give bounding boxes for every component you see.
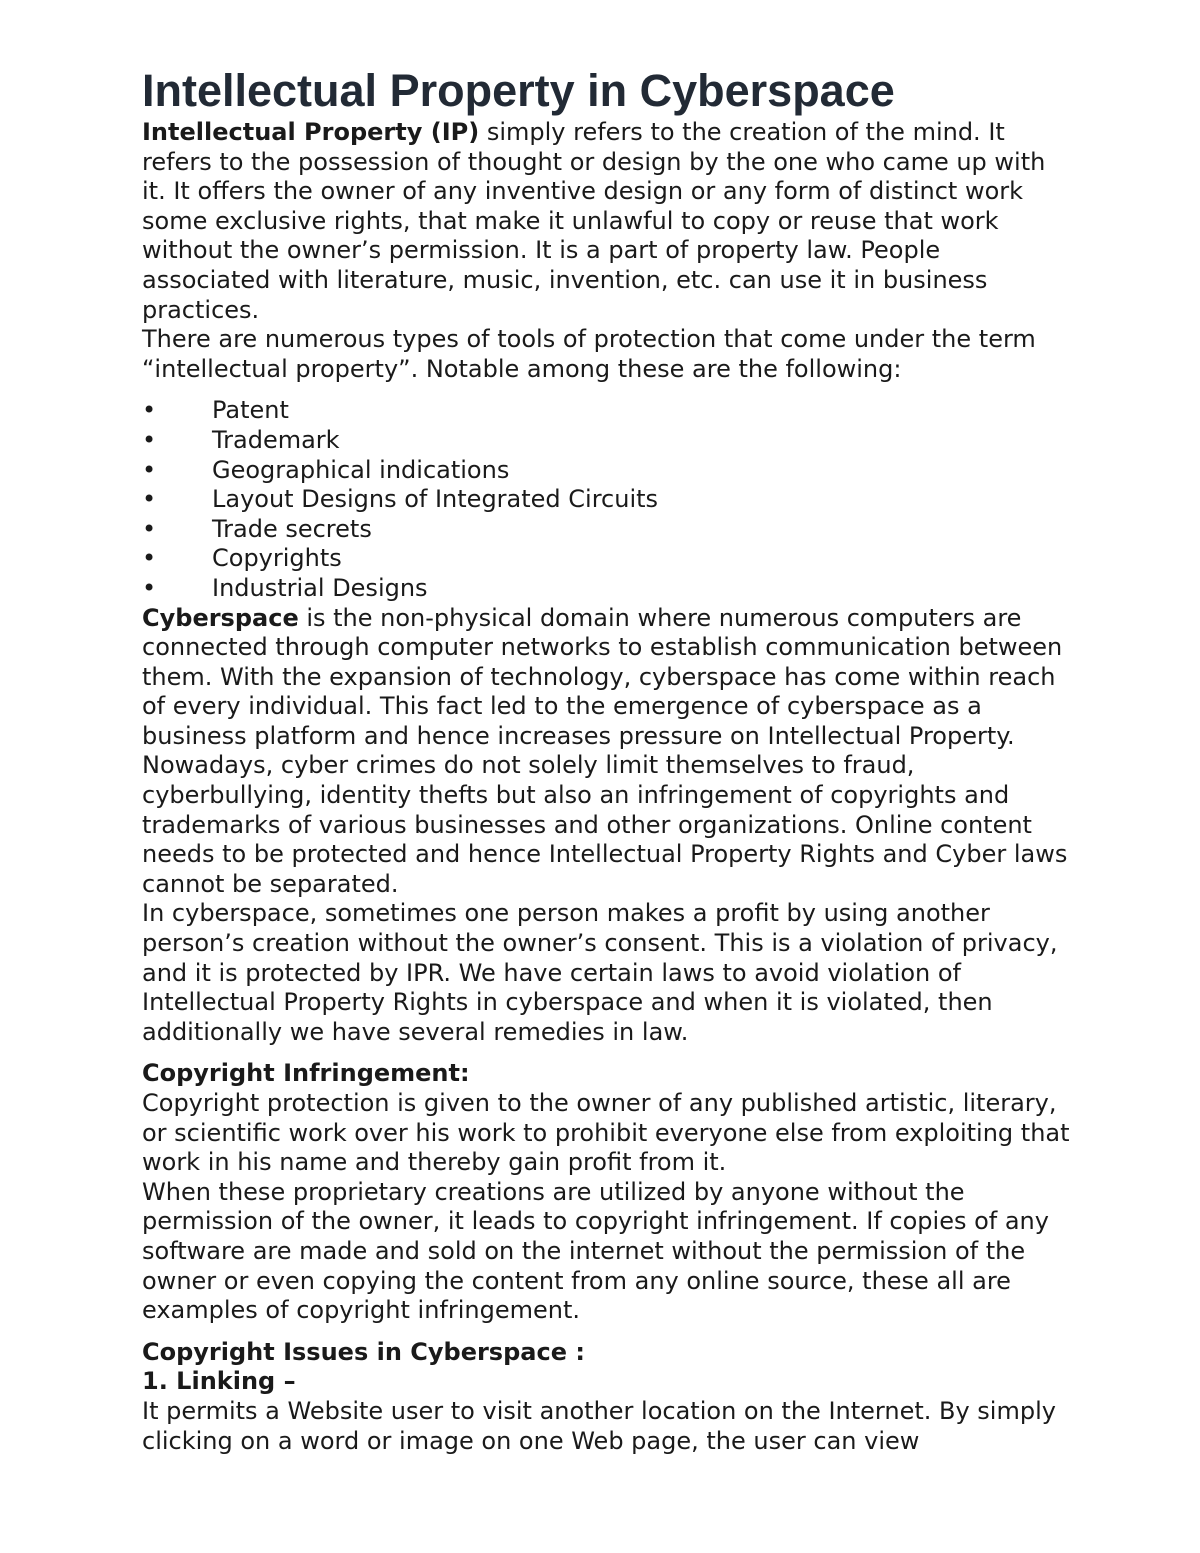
list-item [142,426,1072,456]
list-item-label: Patent [212,396,289,425]
linking-paragraph: It permits a Website user to visit another location on the Internet. By simply clicking on a word or image on one Web page, the user can view [142,1396,1056,1455]
list-item-label: Copyrights [212,544,342,573]
bullet-icon: • [142,485,157,514]
bullet-icon: • [142,425,157,454]
page-title: Intellectual Property in Cyberspace [142,65,895,116]
types-intro-paragraph: There are numerous types of tools of protection that come under the term “intellectual property”. Notable among these are the following: [142,325,1036,383]
list-item-label: Industrial Designs [212,573,428,602]
intro-bold-lead: Intellectual Property (IP) [142,118,480,146]
bullet-icon: • [142,544,157,573]
list-item [142,485,1072,515]
ip-types-list [142,396,1072,603]
list-item-label: Layout Designs of Integrated Circuits [212,485,659,514]
list-item [142,456,1072,486]
copyright-infringement-para2: When these proprietary creations are utilized by anyone without the permission of the owner, it leads to copyright infringement. If copies of any software are made and sold on the internet without the permission of the owner or even copying the content from any online source, these all are examples of copyright infringement. [142,1177,1049,1325]
copyright-infringement-para1: Copyright protection is given to the owner of any published artistic, literary, or scientific work over his work to prohibit everyone else from exploiting that work in his name and thereby gain profit from it. [142,1089,1070,1177]
intro-text: simply refers to the creation of the mind. It refers to the possession of thought or design by the one who came up with it. It offers the owner of any inventive design or any form of distinct work some exclusive rights, that make it unlawful to copy or reuse that work without the owner’s permission. It is a part of property law. People associated with literature, music, invention, etc. can use it in business practices. [142,118,1046,324]
list-item-label: Trade secrets [212,514,372,543]
bullet-icon: • [142,514,157,543]
bullet-icon: • [142,396,157,425]
cyberspace-paragraph [142,604,1072,900]
copyright-infringement-heading: Copyright Infringement: [142,1059,470,1088]
bullet-icon: • [142,455,157,484]
intro-paragraph [142,118,1072,325]
bullet-icon: • [142,573,157,602]
list-item [142,544,1072,574]
list-item-label: Geographical indications [212,455,510,484]
cyberspace-profit-paragraph: In cyberspace, sometimes one person makes a profit by using another person’s creation without the owner’s consent. This is a violation of privacy, and it is protected by IPR. We have certain laws to avoid violation of Intellectual Property Rights in cyberspace and when it is violated, then additionally we have several remedies in law. [142,899,1058,1046]
list-item [142,396,1072,426]
list-item [142,515,1072,545]
cyberspace-text: is the non-physical domain where numerous computers are connected through computer networks to establish communication between them. With the expansion of technology, cyberspace has come within reach of every individual. This fact led to the emergence of cyberspace as a business platform and hence increases pressure on Intellectual Property. Nowadays, cyber crimes do not solely limit themselves to fraud, cyberbullying, identity thefts but also an infringement of copyrights and trademarks of various businesses and other organizations. Online content needs to be protected and hence Intellectual Property Rights and Cyber laws cannot be separated. [142,603,1068,898]
cyberspace-bold-lead: Cyberspace [142,603,299,632]
list-item-label: Trademark [212,425,340,454]
document-page [142,64,1072,1456]
copyright-issues-heading: Copyright Issues in Cyberspace : [142,1337,585,1366]
linking-heading: 1. Linking – [142,1367,296,1396]
list-item [142,574,1072,604]
